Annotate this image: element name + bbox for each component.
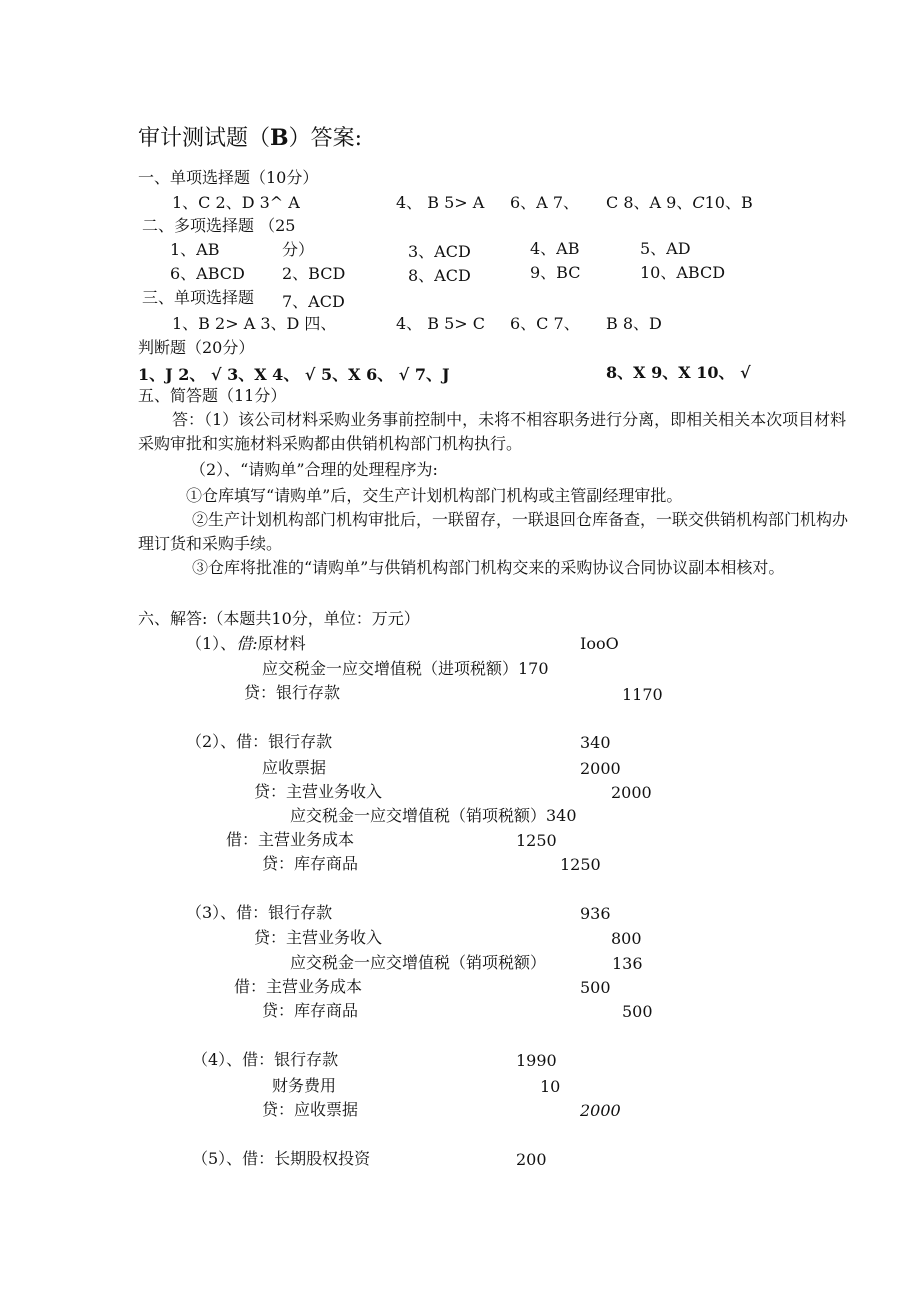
sec2-r1c1: 1、AB xyxy=(170,240,220,259)
entry2-notes: 应收票据 xyxy=(262,758,327,777)
section3-heading: 三、单项选择题 xyxy=(142,288,255,307)
sec2-r2c5: 10、ABCD xyxy=(640,263,726,282)
entry2-credit-amount: 2000 xyxy=(611,783,652,802)
entry4-credit-amount: 2000 xyxy=(580,1101,621,1120)
entry3-cost-debit-amount: 500 xyxy=(580,978,611,997)
entry4-credit: 贷：应收票据 xyxy=(262,1100,359,1119)
sec5-answer-1: 答：（1）该公司材料采购业务事前控制中，未将不相容职务进行分离，即相关相关本次项目材料采购审批和实施材料采购都由供销机构部门机构执行。 xyxy=(138,410,847,453)
entry1-tax: 应交税金一应交增值税（进项税额）170 xyxy=(262,659,549,678)
entry3-tax-amount: 136 xyxy=(612,954,643,973)
entry1-credit-amount: 1170 xyxy=(622,685,663,704)
entry1-debit-ital: 借: xyxy=(236,634,258,653)
entry3-credit: 贷：主营业务收入 xyxy=(254,928,383,947)
entry2-debit-amount: 340 xyxy=(580,733,611,752)
entry1-debit xyxy=(186,634,306,654)
entry2-cost-debit: 借：主营业务成本 xyxy=(226,830,355,849)
entry2-cost-credit-amount: 1250 xyxy=(560,855,601,874)
sec1-answers-d-post: 10、B xyxy=(704,193,753,212)
entry2-tax: 应交税金一应交增值税（销项税额）340 xyxy=(290,806,577,825)
entry1-credit: 贷：银行存款 xyxy=(244,683,341,702)
entry4-debit: （4）、借：银行存款 xyxy=(192,1050,339,1069)
entry2-credit: 贷：主营业务收入 xyxy=(254,782,383,801)
section2-heading: 二、多项选择题 （25 xyxy=(142,216,296,235)
sec3-extra: 7、ACD xyxy=(282,292,345,311)
entry3-cost-credit-amount: 500 xyxy=(622,1002,653,1021)
sec1-answers-d-ital: C xyxy=(692,193,705,212)
section5-heading: 五、简答题（11分） xyxy=(138,386,287,405)
sec2-r1c3: 3、ACD xyxy=(408,242,471,261)
sec5-answer-2: （2）、“请购单”合理的处理程序为: xyxy=(190,460,438,479)
sec2-r1c2: 分） xyxy=(282,240,315,259)
sec1-answers-b: 4、 B 5> A xyxy=(396,193,485,212)
page-title xyxy=(138,124,362,153)
entry2-debit: （2）、借：银行存款 xyxy=(186,732,333,751)
title-suffix: ）答案: xyxy=(288,126,363,151)
sec4-answers-a: 1、J 2、 √ 3、X 4、 √ 5、X 6、 √ 7、J xyxy=(138,365,450,384)
entry3-cost-credit: 贷：库存商品 xyxy=(262,1001,359,1020)
sec1-answers-a: 1、C 2、D 3^ A xyxy=(172,193,300,212)
entry4-fee: 财务费用 xyxy=(272,1076,337,1095)
sec1-answers-d xyxy=(606,193,753,213)
sec5-step-3: ③仓库将批准的“请购单”与供销机构部门机构交来的采购协议合同协议副本相核对。 xyxy=(192,558,785,577)
title-prefix: 审计测试题（ xyxy=(138,126,271,151)
sec3-answers-c: 6、C 7、 xyxy=(510,314,580,333)
entry2-notes-amount: 2000 xyxy=(580,759,621,778)
entry2-cost-credit: 贷：库存商品 xyxy=(262,854,359,873)
entry4-debit-amount: 1990 xyxy=(516,1051,557,1070)
entry3-credit-amount: 800 xyxy=(611,929,642,948)
entry5-debit-amount: 200 xyxy=(516,1150,547,1169)
entry1-label: （1）、 xyxy=(186,634,237,653)
sec3-answers-a: 1、B 2> A 3、D 四、 xyxy=(172,314,337,333)
section1-heading: 一、单项选择题（10分） xyxy=(138,168,319,187)
sec5-step-2: ②生产计划机构部门机构审批后，一联留存，一联退回仓库备查，一联交供销机构部门机构办理订货和采购手续。 xyxy=(138,510,849,553)
entry3-tax: 应交税金一应交增值税（销项税额） xyxy=(290,953,547,972)
sec1-answers-c: 6、A 7、 xyxy=(510,193,580,212)
title-bold: B xyxy=(270,125,289,151)
entry1-debit-amount: IooO xyxy=(580,634,619,653)
sec2-r1c5: 5、AD xyxy=(640,239,691,258)
sec4-answers-b: 8、X 9、X 10、 √ xyxy=(606,363,751,382)
sec2-r2c1: 6、ABCD xyxy=(170,264,245,283)
sec2-r2c4: 9、BC xyxy=(530,263,581,282)
entry3-debit: （3）、借：银行存款 xyxy=(186,903,333,922)
sec2-r1c4: 4、AB xyxy=(530,239,580,258)
entry3-debit-amount: 936 xyxy=(580,904,611,923)
sec2-r2c2: 2、BCD xyxy=(282,264,346,283)
sec3-answers-b: 4、 B 5> C xyxy=(396,314,486,333)
entry3-cost-debit: 借：主营业务成本 xyxy=(234,977,363,996)
section4-heading: 判断题（20分） xyxy=(138,338,255,357)
entry1-debit-account: 原材料 xyxy=(257,634,306,653)
entry5-debit: （5）、借：长期股权投资 xyxy=(192,1149,371,1168)
sec2-r2c3: 8、ACD xyxy=(408,266,471,285)
section6-heading: 六、解答:（本题共10分，单位：万元） xyxy=(138,609,420,628)
entry4-fee-amount: 10 xyxy=(540,1077,561,1096)
sec5-step-1: ①仓库填写“请购单”后，交生产计划机构部门机构或主管副经理审批。 xyxy=(186,486,683,505)
sec3-answers-d: B 8、D xyxy=(606,314,662,333)
sec1-answers-d-pre: C 8、A 9、 xyxy=(606,193,693,212)
entry2-cost-debit-amount: 1250 xyxy=(516,831,557,850)
